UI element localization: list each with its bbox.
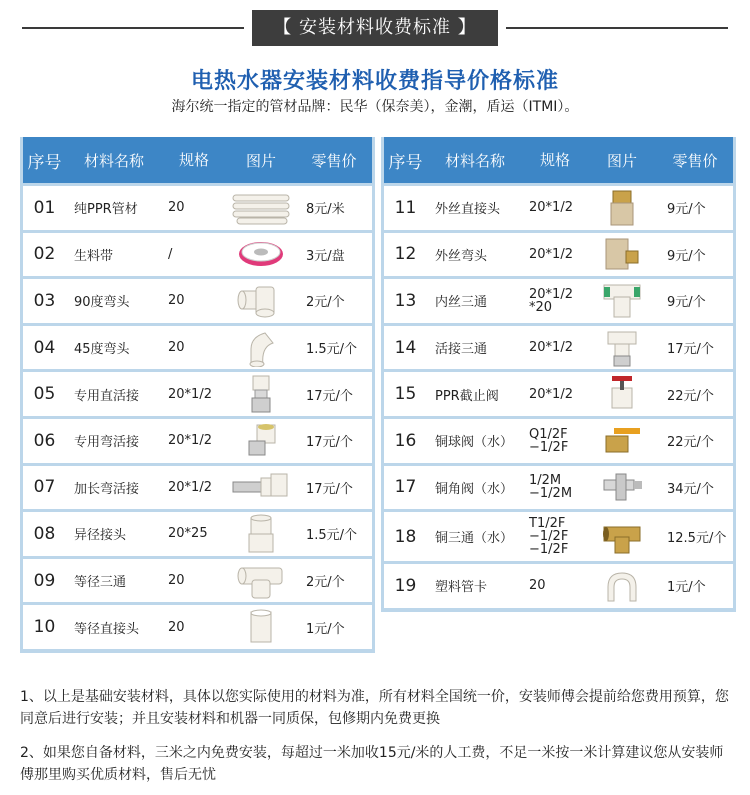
cell-spec-line: *20	[529, 299, 553, 315]
cell-name: 生料带	[74, 248, 114, 264]
cell-spec-line: 20*1/2	[168, 386, 212, 402]
cell-no: 17	[394, 477, 417, 498]
cell-name: 纯PPR管材	[74, 202, 138, 218]
cell-no: 16	[394, 430, 417, 451]
cell-no: 14	[394, 337, 417, 358]
cell-price: 3元/盘	[306, 248, 345, 264]
cell-price: 34元/个	[667, 481, 714, 497]
cell-price: 1.5元/个	[306, 342, 358, 358]
cell-name: 铜三通（水）	[435, 531, 514, 547]
table-row	[23, 233, 372, 277]
header-name: 材料名称	[444, 151, 505, 170]
angle-valve-icon	[587, 466, 657, 510]
cell-no: 09	[33, 570, 56, 591]
cell-spec	[523, 279, 587, 323]
banner-line-left	[22, 27, 244, 29]
cell-spec	[162, 372, 226, 416]
cell-spec	[523, 419, 587, 463]
cell-name: PPR截止阀	[435, 388, 499, 404]
cell-price: 1.5元/个	[306, 528, 358, 544]
header-no: 序号	[388, 152, 423, 173]
cell-spec-line: 20	[168, 340, 185, 356]
table-row	[384, 512, 733, 561]
header-price: 零售价	[672, 151, 718, 170]
cell-price: 17元/个	[306, 435, 353, 451]
cell-spec-line: 20	[168, 573, 185, 589]
table-row	[384, 233, 733, 277]
cell-no: 11	[394, 197, 417, 218]
cell-no: 03	[33, 290, 56, 311]
table-row	[23, 466, 372, 510]
cell-spec	[162, 326, 226, 370]
cell-spec-line: 20*1/2	[529, 200, 573, 216]
cell-spec-line: /	[168, 246, 173, 262]
table-row	[23, 605, 372, 649]
cell-price: 2元/个	[306, 575, 345, 591]
notes	[20, 686, 732, 795]
ppr-pipe-icon	[226, 186, 296, 230]
header-name: 材料名称	[83, 151, 144, 170]
cell-spec-line: −1/2F	[529, 542, 569, 558]
cell-spec-line: 20	[168, 293, 185, 309]
cell-no: 06	[33, 430, 56, 451]
cell-name: 90度弯头	[74, 295, 130, 311]
union-tee-icon	[587, 326, 657, 370]
female-tee-icon	[587, 279, 657, 323]
cell-no: 07	[33, 477, 56, 498]
table-row	[384, 326, 733, 370]
table-row	[23, 372, 372, 416]
cell-spec-line: 20*1/2	[529, 246, 573, 262]
cell-spec-line: 20*25	[168, 526, 208, 542]
cell-spec	[523, 466, 587, 510]
cell-spec	[162, 233, 226, 277]
cell-spec-line: Q1/2F	[529, 426, 568, 442]
male-coupling-icon	[587, 186, 657, 230]
header-image: 图片	[606, 151, 637, 170]
cell-spec	[523, 233, 587, 277]
cell-no: 12	[394, 244, 417, 265]
table-row	[384, 564, 733, 608]
note-1: 1、以上是基础安装材料，具体以您实际使用的材料为准，所有材料全国统一价，安装师傅会提前给您费用预算，您同意后进行安装；并且安装材料和机器一同质保，包修期内免费更换	[20, 689, 729, 727]
table-row	[23, 279, 372, 323]
cell-spec-line: −1/2F	[529, 439, 569, 455]
cell-name: 外丝弯头	[435, 248, 488, 264]
cell-price: 17元/个	[306, 481, 353, 497]
cell-name: 专用直活接	[74, 388, 140, 404]
cell-no: 10	[33, 617, 56, 638]
table-row	[23, 186, 372, 230]
cell-name: 加长弯活接	[74, 481, 140, 497]
coupling-icon	[226, 605, 296, 649]
stop-valve-icon	[587, 372, 657, 416]
cell-spec-line: 20*1/2	[529, 286, 573, 302]
elbow-union-icon	[226, 419, 296, 463]
cell-spec	[162, 279, 226, 323]
cell-spec-line: 20*1/2	[168, 433, 212, 449]
cell-name: 活接三通	[435, 342, 488, 358]
cell-name: 专用弯活接	[74, 435, 140, 451]
cell-spec-line: 20*1/2	[168, 479, 212, 495]
cell-spec	[523, 512, 587, 561]
cell-price: 9元/个	[667, 248, 706, 264]
ball-valve-icon	[587, 419, 657, 463]
cell-no: 01	[33, 197, 56, 218]
table-row	[384, 279, 733, 323]
table-row	[23, 419, 372, 463]
cell-name: 铜角阀（水）	[435, 481, 514, 497]
male-elbow-icon	[587, 233, 657, 277]
cell-no: 05	[33, 384, 56, 405]
cell-spec-line: 1/2M	[529, 473, 562, 489]
cell-name: 塑料管卡	[435, 580, 488, 596]
cell-spec-line: 20	[168, 619, 185, 635]
cell-spec-line: 20*1/2	[529, 386, 573, 402]
table-row	[384, 419, 733, 463]
cell-price: 1元/个	[306, 621, 345, 637]
straight-union-icon	[226, 372, 296, 416]
header-image: 图片	[245, 151, 276, 170]
table-row	[23, 326, 372, 370]
cell-name: 外丝直接头	[435, 202, 501, 218]
cell-no: 02	[33, 244, 56, 265]
table-header	[384, 137, 733, 183]
cell-spec	[523, 326, 587, 370]
cell-name: 铜球阀（水）	[435, 435, 514, 451]
cell-price: 22元/个	[667, 435, 714, 451]
table-row	[384, 466, 733, 510]
price-table-left	[20, 137, 375, 653]
cell-spec	[523, 564, 587, 608]
header-spec: 规格	[178, 150, 209, 169]
table-row	[384, 186, 733, 230]
banner	[0, 10, 750, 46]
cell-spec	[162, 605, 226, 649]
cell-spec	[523, 186, 587, 230]
cell-spec	[162, 186, 226, 230]
cell-price: 9元/个	[667, 295, 706, 311]
cell-name: 内丝三通	[435, 295, 488, 311]
cell-name: 等径三通	[74, 575, 127, 591]
cell-price: 9元/个	[667, 202, 706, 218]
table-header	[23, 137, 372, 183]
elbow-90-icon	[226, 279, 296, 323]
table-row	[384, 372, 733, 416]
banner-title: 【 安装材料收费标准 】	[252, 10, 498, 46]
cell-name: 等径直接头	[74, 621, 140, 637]
price-table-right	[381, 137, 736, 612]
cell-price: 17元/个	[667, 342, 714, 358]
header-price: 零售价	[311, 151, 357, 170]
cell-spec-line: 20	[529, 578, 546, 594]
cell-spec-line: −1/2F	[529, 529, 569, 545]
cell-price: 1元/个	[667, 580, 706, 596]
brass-tee-icon	[587, 512, 657, 561]
table-row	[23, 559, 372, 603]
cell-spec	[523, 372, 587, 416]
cell-spec-line: 20	[168, 200, 185, 216]
pipe-clip-icon	[587, 564, 657, 608]
cell-no: 19	[394, 575, 417, 596]
cell-no: 04	[33, 337, 56, 358]
cell-name: 异径接头	[74, 528, 127, 544]
cell-name: 45度弯头	[74, 342, 130, 358]
page-subtitle: 海尔统一指定的管材品牌：民华（保奈美），金潮，盾运（ITMI）。	[171, 99, 579, 115]
cell-price: 12.5元/个	[667, 531, 727, 547]
cell-spec	[162, 512, 226, 556]
cell-no: 15	[394, 384, 417, 405]
cell-spec-line: −1/2M	[529, 486, 573, 502]
cell-no: 18	[394, 526, 417, 547]
cell-price: 22元/个	[667, 388, 714, 404]
cell-price: 8元/米	[306, 202, 345, 218]
cell-no: 13	[394, 290, 417, 311]
header-spec: 规格	[539, 150, 570, 169]
long-elbow-union-icon	[226, 466, 296, 510]
banner-line-right	[506, 27, 728, 29]
equal-tee-icon	[226, 559, 296, 603]
cell-price: 2元/个	[306, 295, 345, 311]
page-title: 电热水器安装材料收费指导价格标准	[190, 69, 559, 94]
elbow-45-icon	[226, 326, 296, 370]
cell-spec-line: 20*1/2	[529, 340, 573, 356]
header-no: 序号	[27, 152, 62, 173]
table-row	[23, 512, 372, 556]
cell-price: 17元/个	[306, 388, 353, 404]
cell-spec	[162, 466, 226, 510]
cell-spec	[162, 419, 226, 463]
cell-spec-line: T1/2F	[529, 516, 566, 532]
note-2: 2、如果您自备材料，三米之内免费安装，每超过一米加收15元/米的人工费，不足一米按一米计算建议您从安装师傅那里购买优质材料，售后无忧	[20, 745, 724, 783]
ptfe-tape-icon	[226, 233, 296, 277]
cell-no: 08	[33, 523, 56, 544]
reducer-icon	[226, 512, 296, 556]
cell-spec	[162, 559, 226, 603]
